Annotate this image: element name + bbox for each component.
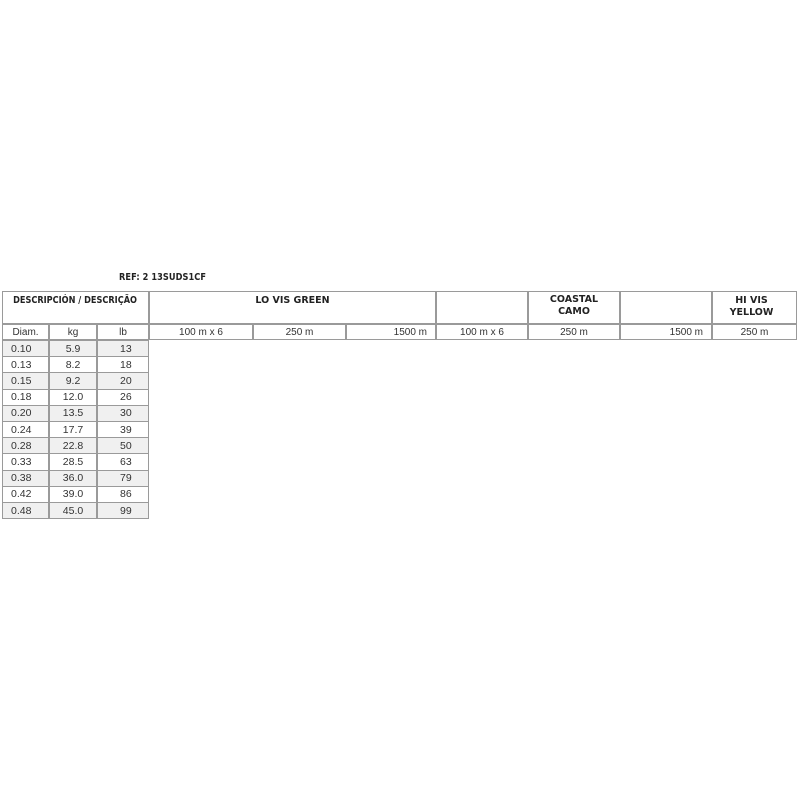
color-header-coastal-camo (528, 291, 620, 324)
cell-kg: 12.0 (49, 389, 97, 406)
cell-lb: 26 (97, 389, 149, 406)
color-header-hi-vis-yellow (712, 291, 797, 324)
kg-header: kg (49, 324, 97, 340)
cell-kg: 5.9 (49, 340, 97, 357)
hi-vis-yellow-label: HI VIS YELLOW (729, 295, 774, 318)
cell-kg: 17.7 (49, 421, 97, 438)
cell-lb: 86 (97, 486, 149, 503)
cell-lb: 18 (97, 356, 149, 373)
pack-empty2-1500: 1500 m (620, 324, 712, 340)
pack-coastal-250: 250 m (528, 324, 620, 340)
cell-lb: 50 (97, 437, 149, 454)
cell-kg: 39.0 (49, 486, 97, 503)
cell-diam: 0.10 (2, 340, 49, 357)
cell-diam: 0.20 (2, 405, 49, 422)
cell-diam: 0.28 (2, 437, 49, 454)
cell-diam: 0.42 (2, 486, 49, 503)
cell-lb: 39 (97, 421, 149, 438)
cell-diam: 0.38 (2, 470, 49, 487)
pack-lo-vis-1500: 1500 m (346, 324, 436, 340)
lb-header: lb (97, 324, 149, 340)
color-header-lo-vis-green (149, 291, 436, 324)
description-header-label: DESCRIPCIÓN / DESCRIÇÃO (13, 295, 138, 306)
pack-hi-vis-250: 250 m (712, 324, 797, 340)
cell-kg: 9.2 (49, 372, 97, 389)
cell-kg: 13.5 (49, 405, 97, 422)
cell-diam: 0.24 (2, 421, 49, 438)
cell-kg: 45.0 (49, 502, 97, 519)
spec-table (3, 292, 797, 535)
reference-code: REF: 2 13SUDS1CF (119, 272, 207, 283)
pack-lo-vis-250: 250 m (253, 324, 346, 340)
pack-empty-100x6: 100 m x 6 (436, 324, 528, 340)
coastal-camo-label: COASTAL CAMO (549, 294, 599, 317)
cell-diam: 0.15 (2, 372, 49, 389)
cell-lb: 30 (97, 405, 149, 422)
cell-lb: 20 (97, 372, 149, 389)
lo-vis-green-label: LO VIS GREEN (255, 295, 330, 306)
cell-diam: 0.18 (2, 389, 49, 406)
color-header-empty (436, 291, 528, 324)
pack-lo-vis-100x6: 100 m x 6 (149, 324, 253, 340)
cell-diam: 0.13 (2, 356, 49, 373)
cell-diam: 0.33 (2, 453, 49, 470)
cell-kg: 8.2 (49, 356, 97, 373)
cell-lb: 99 (97, 502, 149, 519)
cell-lb: 13 (97, 340, 149, 357)
cell-lb: 63 (97, 453, 149, 470)
color-header-empty-2 (620, 291, 712, 324)
cell-diam: 0.48 (2, 502, 49, 519)
diam-header: Diam. (2, 324, 49, 340)
cell-kg: 36.0 (49, 470, 97, 487)
cell-lb: 79 (97, 470, 149, 487)
cell-kg: 28.5 (49, 453, 97, 470)
cell-kg: 22.8 (49, 437, 97, 454)
description-header (2, 291, 149, 324)
